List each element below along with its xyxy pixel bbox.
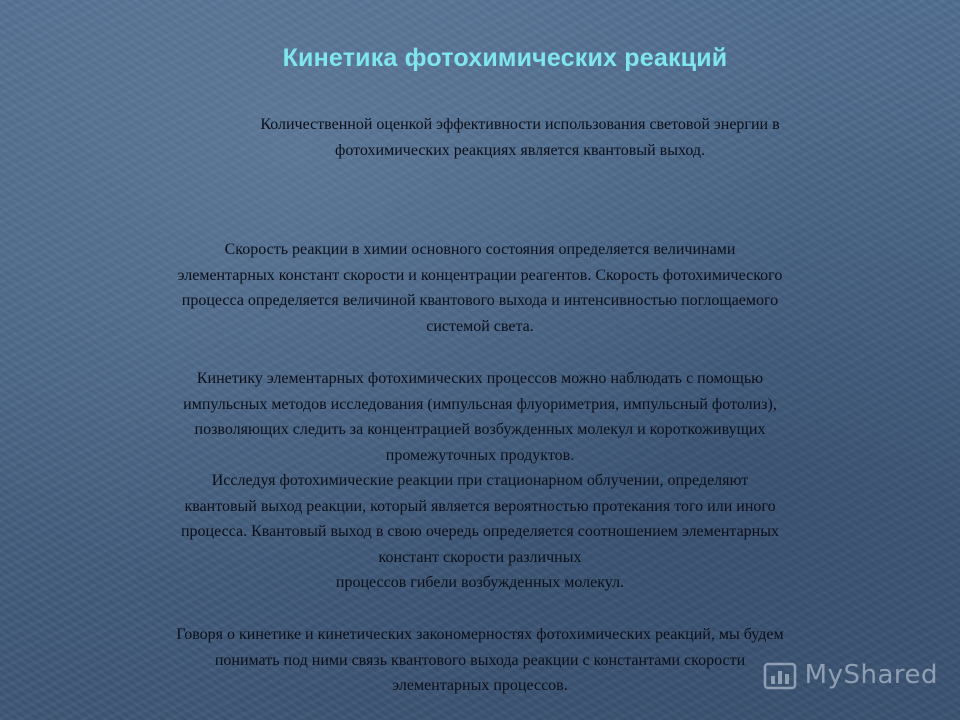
text-line: позволяющих следить за концентрацией возбужденных молекул и короткоживущих — [194, 421, 766, 438]
text-line: процессов гибели возбужденных молекул. — [335, 574, 625, 591]
text-line: процесса. Квантовый выход в свою очередь определяется соотношением элементарных — [180, 523, 779, 540]
slide-title: Кинетика фотохимических реакций — [282, 44, 728, 72]
text-line: Исследуя фотохимические реакции при стационарном облучении, определяют — [211, 472, 749, 489]
myshared-watermark — [763, 660, 938, 690]
bar-chart-icon — [763, 660, 797, 690]
text-line: констант скорости различных — [378, 548, 582, 566]
text-line: импульсных методов исследования (импульсная флуориметрия, импульсный фотолиз), — [183, 395, 777, 413]
text-line: Кинетику элементарных фотохимических процессов можно наблюдать с помощью — [196, 370, 764, 387]
text-line: элементарных констант скорости и концентрации реагентов. Скорость фотохимического — [177, 266, 783, 284]
text-line: системой света. — [426, 317, 534, 335]
paragraph-kinetics-summary — [90, 622, 870, 699]
watermark-text: MyShared — [804, 660, 938, 690]
text-line: Количественной оценкой эффективности использования световой энергии в — [260, 116, 780, 133]
text-line: элементарных процессов. — [392, 677, 568, 694]
text-line: Скорость реакции в химии основного состояния определяется величинами — [224, 241, 736, 258]
paragraph-reaction-rate — [100, 237, 860, 339]
text-line: промежуточных продуктов. — [385, 446, 575, 464]
paragraph-quantum-yield — [150, 112, 890, 163]
text-line: Говоря о кинетике и кинетических закономерностях фотохимических реакций, мы будем — [176, 626, 784, 643]
text-line: фотохимических реакциях является квантовый выход. — [334, 141, 706, 159]
text-line: понимать под ними связь квантового выхода реакции с константами скорости — [214, 651, 746, 669]
text-line: процесса определяется величиной квантового выхода и интенсивностью поглощаемого — [181, 292, 779, 309]
text-line: квантовый выход реакции, который является вероятностью протекания того или иного — [184, 497, 776, 515]
paragraph-pulse-methods — [100, 366, 860, 596]
